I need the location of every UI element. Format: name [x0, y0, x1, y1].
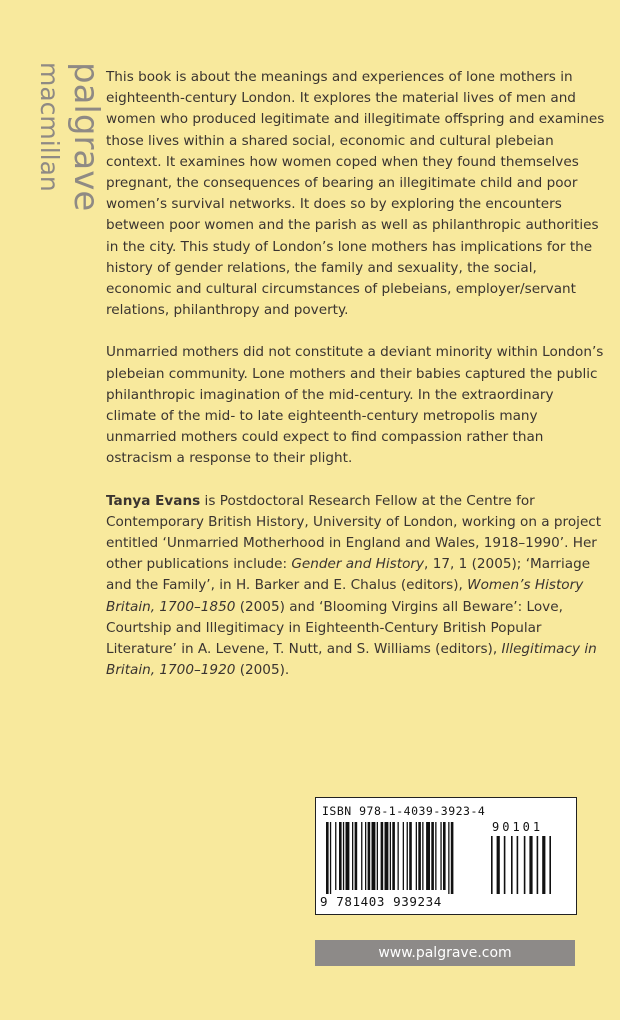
website-url-text: www.palgrave.com — [378, 945, 512, 961]
barcode-bar — [392, 822, 395, 890]
barcode-addon-bar — [529, 836, 532, 894]
barcode-bar — [435, 822, 436, 890]
author-bio-text: (2005). — [235, 662, 290, 679]
publication-title: Women’s History Britain, 1700–1850 — [106, 577, 584, 615]
barcode-bar — [361, 822, 362, 890]
author-bio-text: is Postdoctoral Research Fellow at the Centre for Contemporary British History, University of London, working on a project entitled ‘Unmarried Motherhood in England and Wales, 1918–1990’. Her other publications include: — [106, 492, 602, 573]
isbn-barcode — [315, 797, 577, 915]
barcode-addon-bar — [537, 836, 539, 894]
logo-wordmark-macmillan: macmillan — [35, 62, 64, 192]
barcode-addon-bar — [491, 836, 493, 894]
barcode-bar — [403, 822, 404, 890]
barcode-bar — [418, 822, 421, 890]
barcode-bar — [407, 822, 408, 890]
barcode-bar — [416, 822, 417, 890]
barcode-bar — [352, 822, 353, 890]
barcode-bar — [335, 822, 336, 890]
logo-wordmark-palgrave: palgrave — [66, 62, 106, 212]
blurb-paragraph-2: Unmarried mothers did not constitute a deviant minority within London’s plebeian community. Lone mothers and their babies captured the public philanthropic imagination of the mid-century. In the extraordinary climate of the mid- to late eighteenth-century metropolis many unmarried mothers could expect to find compassion rather than ostracism a response to their plight. — [106, 344, 604, 467]
barcode-bar — [343, 822, 344, 890]
barcode-addon-bar — [517, 836, 519, 894]
barcode-bar — [390, 822, 391, 890]
barcode-bar — [372, 822, 376, 890]
barcode-bar — [426, 822, 430, 890]
barcode-bar — [377, 822, 378, 890]
barcode-addon-bar — [549, 836, 551, 894]
isbn-label: ISBN 978-1-4039-3923-4 — [322, 804, 486, 818]
blurb-paragraph-1: This book is about the meanings and experiences of lone mothers in eighteenth-century London. It explores the material lives of men and women who produced legitimate and illegitimate offspring and examines those lives within a shared social, economic and cultural plebeian context. It examines how women coped when they found themselves pregnant, the consequences of bearing an illegitimate child and poor women’s survival networks. It does so by exploring the encounters between poor women and the parish as well as philanthropic authorities in the city. This study of London’s lone mothers has implications for the history of gender relations, the family and sexuality, the social, economic and cultural circumstances of plebeians, employer/servant relations, philanthropy and poverty. — [106, 69, 605, 319]
author-name: Tanya Evans — [106, 492, 201, 509]
barcode-bar — [368, 822, 371, 890]
barcode-digits: 9 781403 939234 — [320, 894, 442, 909]
barcode-bar — [440, 822, 441, 890]
barcode-bar — [431, 822, 434, 890]
barcode-bar — [330, 822, 331, 894]
barcode-bar — [448, 822, 449, 894]
barcode-bar — [339, 822, 342, 890]
barcode-bar — [398, 822, 399, 890]
publication-title: Gender and History — [291, 556, 425, 573]
barcode-bar — [385, 822, 389, 890]
barcode-addon-bar — [524, 836, 526, 894]
barcode-bar — [451, 822, 454, 894]
publication-title: Illegitimacy in Britain, 1700–1920 — [106, 641, 597, 679]
publisher-logo — [22, 60, 106, 222]
barcode-bar — [422, 822, 423, 890]
author-bio-text: (2005) and ‘Blooming Virgins all Beware’: Love, Courtship and Illegitimacy in Eighteenth-Century British Popular Literature’ in A. Levene, T. Nutt, and S. Williams (editors), — [106, 598, 563, 658]
barcode-bar — [355, 822, 358, 890]
barcode-bar — [326, 822, 329, 894]
barcode-bar — [346, 822, 350, 890]
barcode-bar — [381, 822, 384, 890]
back-cover-text — [106, 67, 606, 702]
author-bio-text: , 17, 1 (2005); ‘Marriage and the Family’, in H. Barker and E. Chalus (editors), — [106, 556, 591, 594]
barcode-addon-digits: 90101 — [492, 820, 544, 834]
barcode-bar — [409, 822, 412, 890]
author-bio — [106, 491, 606, 682]
barcode-addon-bar — [511, 836, 513, 894]
barcode-bar — [443, 822, 446, 890]
barcode-addon-bar — [542, 836, 545, 894]
barcode-addon-bar — [504, 836, 506, 894]
barcode-bar — [365, 822, 366, 890]
website-url — [315, 940, 575, 966]
barcode-addon-bar — [497, 836, 500, 894]
